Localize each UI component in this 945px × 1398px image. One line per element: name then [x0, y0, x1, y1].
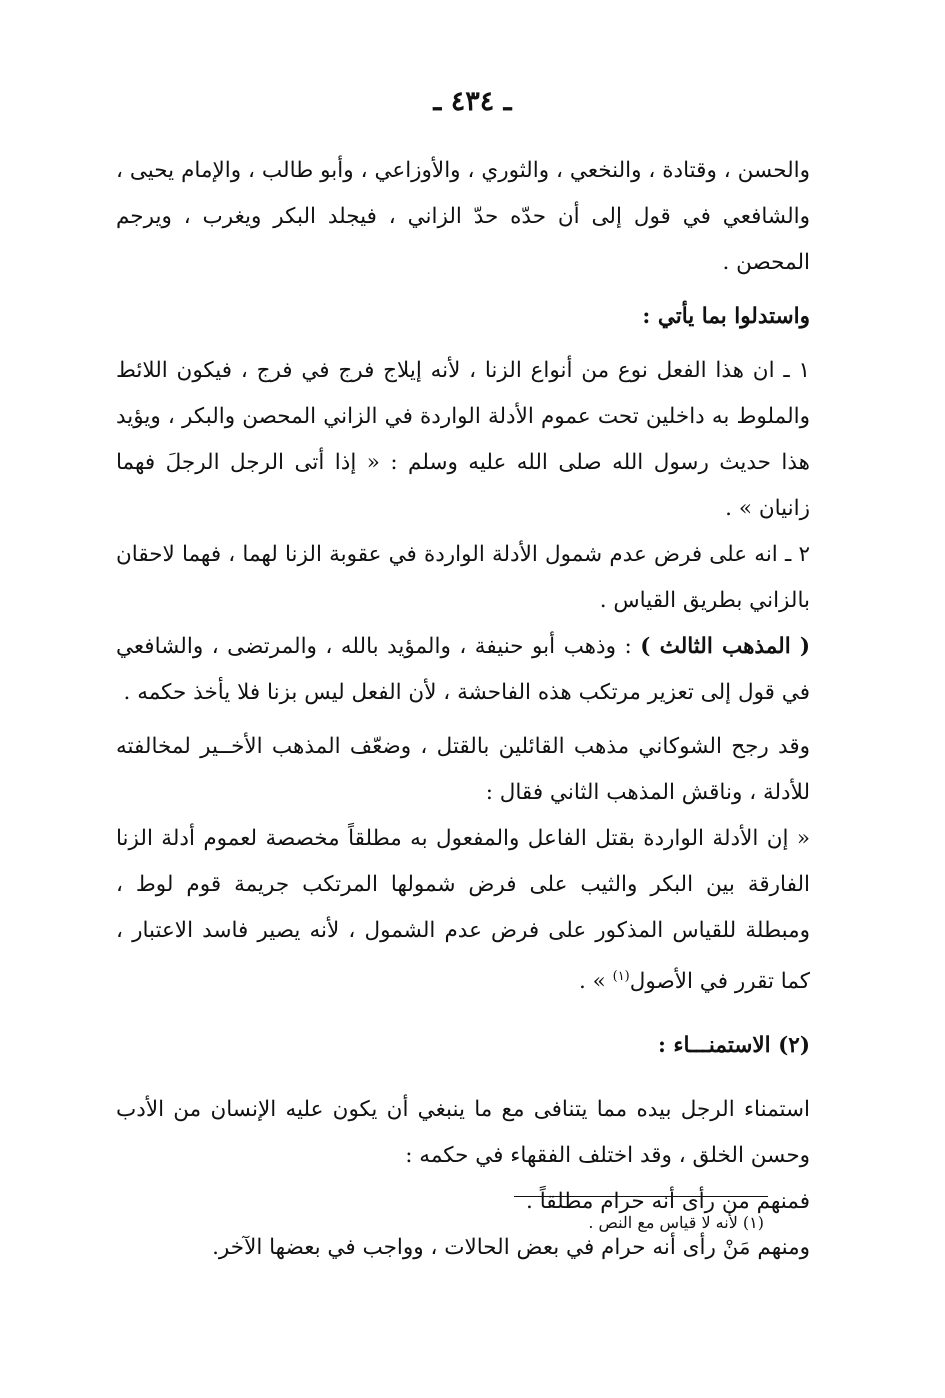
quote-end: » .: [578, 969, 613, 995]
section-heading-istimna: (٢) الاستمنـــاء :: [657, 1033, 810, 1059]
shawkani-quote: [116, 816, 810, 1005]
footnote-divider: [514, 1196, 768, 1197]
third-school-label: ( المذهب الثالث ): [640, 634, 811, 659]
evidence-point-1: ١ ـ ان هذا الفعل نوع من أنواع الزنا ، لأنه إيلاج فرج في فرج ، فيكون اللائط والملوط به داخلين تحت عموم الأدلة الواردة في الزاني المحصن والبكر ، ويؤيد هذا حديث رسول الله صلى الله عليه وسلم : « إذا أتى الرجل الرجلَ فهما زانيان » .: [116, 358, 810, 521]
opinion-1: فمنهم من رأى أنه حرام مطلقاً .: [526, 1189, 810, 1215]
istimna-paragraph: استمناء الرجل بيده مما يتنافى مع ما ينبغي أن يكون عليه الإنسان من الأدب وحسن الخلق ، وقد اختلف الفقهاء في حكمه :: [116, 1097, 810, 1169]
evidence-heading: واستدلوا بما يأتي :: [642, 304, 810, 329]
quote-text: « إن الأدلة الواردة بقتل الفاعل والمفعول به مطلقاً مخصصة لعموم أدلة الزنا الفارقة بين البكر والثيب على فرض شمولها المرتكب جريمة قوم لوط ، ومبطلة للقياس المذكور على فرض عدم الشمول ، لأنه يصير فاسد الاعتبار ، كما تقرر في الأصول: [116, 826, 810, 995]
page-number: ـ ٤٣٤ ـ: [433, 86, 512, 117]
opinion-2: ومنهم مَنْ رأى أنه حرام في بعض الحالات ، وواجب في بعضها الآخر.: [212, 1235, 810, 1261]
footnote: (١) لأنه لا قياس مع النص .: [588, 1213, 764, 1232]
shawkani-paragraph: وقد رجح الشوكاني مذهب القائلين بالقتل ، وضعّف المذهب الأخــير لمخالفته للأدلة ، وناقش المذهب الثاني فقال :: [116, 734, 810, 805]
body-text: [116, 148, 810, 1271]
paragraph-scholars-list: والحسن ، وقتادة ، والنخعي ، والثوري ، والأوزاعي ، وأبو طالب ، والإمام يحيى ، والشافعي في قول إلى أن حدّه حدّ الزاني ، فيجلد البكر ويغرب ، ويرجم المحصن .: [116, 158, 810, 275]
evidence-point-2: ٢ ـ انه على فرض عدم شمول الأدلة الواردة في عقوبة الزنا لهما ، فهما لاحقان بالزاني بطريق القياس .: [116, 542, 810, 613]
footnote-ref: (١): [612, 969, 630, 984]
third-school-paragraph: ( المذهب الثالث ) : وذهب أبو حنيفة ، والمؤيد بالله ، والمرتضى ، والشافعي في قول إلى تعزير مرتكب هذه الفاحشة ، لأن الفعل ليس بزنا فلا يأخذ حكمه .: [116, 634, 811, 705]
